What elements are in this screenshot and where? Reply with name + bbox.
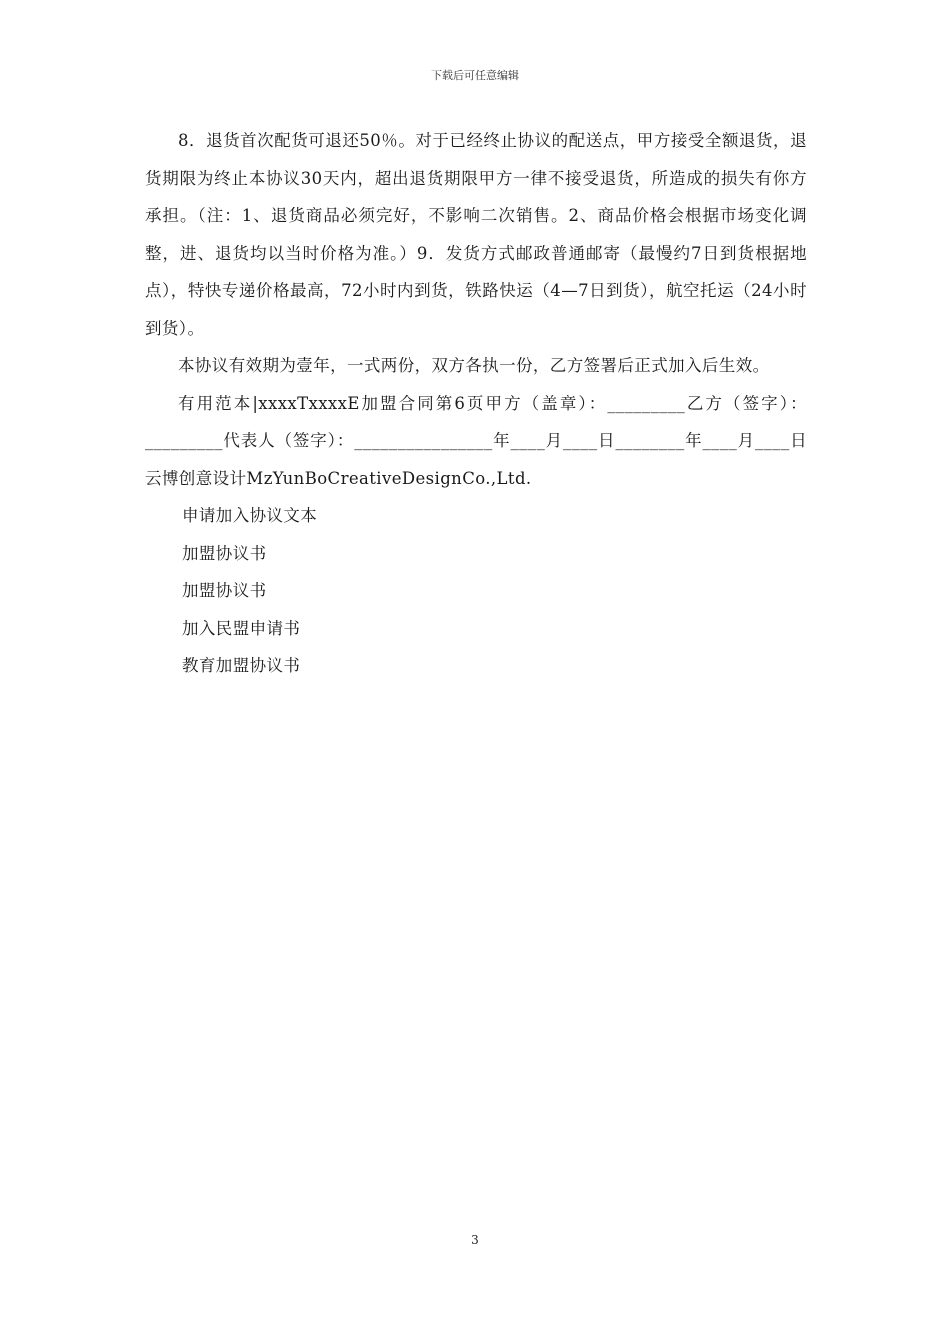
list-item: 加入民盟申请书 [182,618,301,638]
page-header-note: 下载后可任意编辑 [431,69,519,82]
list-item: 教育加盟协议书 [182,656,301,675]
document-body [145,122,807,685]
list-item: 申请加入协议文本 [182,506,318,525]
list-item: 加盟协议书 [182,581,267,600]
list-item: 加盟协议书 [182,543,267,563]
page-number: 3 [471,1233,479,1247]
related-documents-list [145,497,807,685]
validity-paragraph: 本协议有效期为壹年，一式两份，双方各执一份，乙方签署后正式加入后生效。 [178,356,770,375]
return-policy-paragraph: 8．退货首次配货可退还50％。对于已经终止协议的配送点，甲方接受全额退货，退货期限为终止本协议30天内，超出退货期限甲方一律不接受退货，所造成的损失有你方承担。（注：1、退货商品必须完好，不影响二次销售。2、商品价格会根据市场变化调整，进、退货均以当时价格为准。）9．发货方式邮政普通邮寄（最慢约7日到货根据地点），特快专递价格最高，72小时内到货，铁路快运（4—7日到货），航空托运（24小时到货）。 [145,131,807,338]
signature-paragraph: 有用范本|xxxxTxxxxE加盟合同第6页甲方（盖章）：_________乙方（签字）：_________代表人（签字）：________________年____月____日________年____月____日云博创意设计MzYunBoCreativeDesignCo.,Ltd. [145,393,807,488]
